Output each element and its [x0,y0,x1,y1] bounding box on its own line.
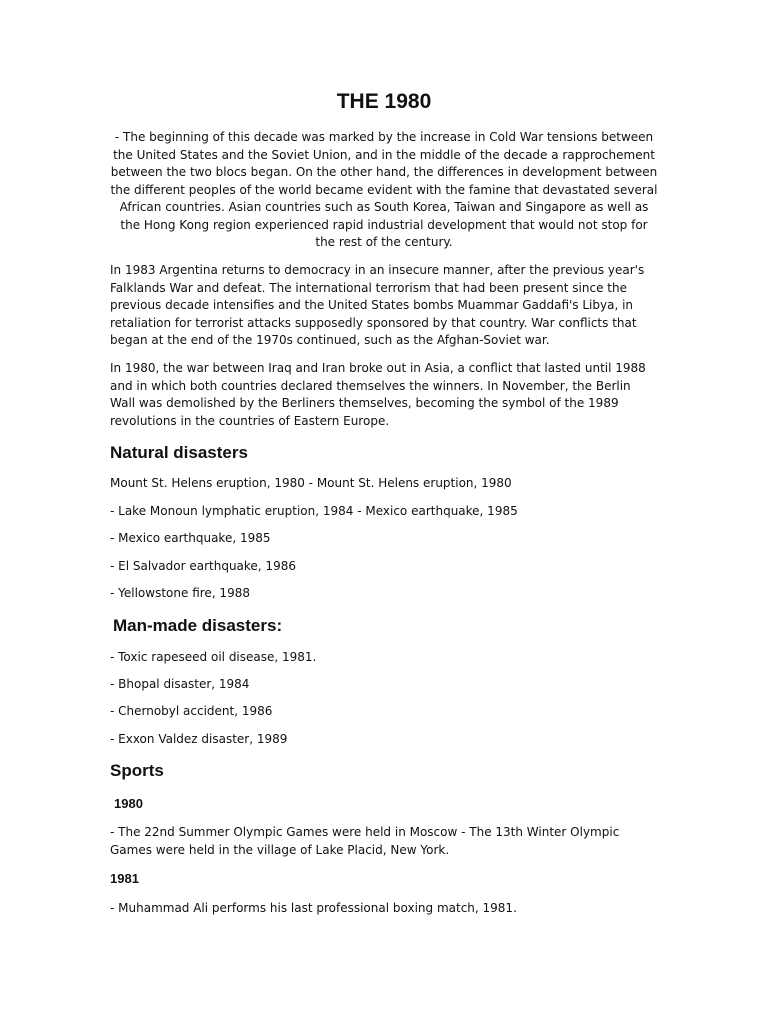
sports-1980-text: - The 22nd Summer Olympic Games were held in Moscow - The 13th Winter Olympic Games were held in the village of Lake Placid, New York. [110,825,620,857]
man-made-disasters-heading: Man-made disasters: [113,616,283,635]
sports-heading: Sports [110,761,164,780]
natural-disaster-item: - Lake Monoun lymphatic eruption, 1984 - Mexico earthquake, 1985 [110,504,518,518]
natural-disaster-item: Mount St. Helens eruption, 1980 - Mount St. Helens eruption, 1980 [110,476,512,490]
sports-year-1981: 1981 [110,871,139,886]
man-made-disaster-item: - Toxic rapeseed oil disease, 1981. [110,650,317,664]
page-title: THE 1980 [336,90,432,113]
paragraph-iraq-iran: In 1980, the war between Iraq and Iran broke out in Asia, a conflict that lasted until 1988 and in which both countries declared themselves the winners. In November, the Berlin Wall was demolished by the Berliners themselves, becoming the symbol of the 1989 revolutions in the countries of Eastern Europe. [110,361,646,428]
paragraph-argentina: In 1983 Argentina returns to democracy in an insecure manner, after the previous year's Falklands War and defeat. The international terrorism that had been present since the previous decade intensifies and the United States bombs Muammar Gaddafi's Libya, in retaliation for terrorist attacks supposedly sponsored by that country. War conflicts that began at the end of the 1970s continued, such as the Afghan-Soviet war. [110,263,645,347]
natural-disaster-item: - Yellowstone fire, 1988 [110,586,250,600]
intro-paragraph: - The beginning of this decade was marked by the increase in Cold War tensions between the United States and the Soviet Union, and in the middle of the decade a rapprochement between the two blocs began. On the other hand, the differences in development between the different peoples of the world became evident with the famine that devastated several African countries. Asian countries such as South Korea, Taiwan and Singapore as well as the Hong Kong region experienced rapid industrial development that would not stop for the rest of the century. [110,130,658,249]
natural-disaster-item: - Mexico earthquake, 1985 [110,531,271,545]
man-made-disaster-item: - Chernobyl accident, 1986 [110,704,273,718]
sports-1981-text: - Muhammad Ali performs his last professional boxing match, 1981. [110,901,517,915]
man-made-disaster-item: - Exxon Valdez disaster, 1989 [110,732,288,746]
natural-disasters-heading: Natural disasters [110,443,248,462]
sports-year-1980: 1980 [114,796,143,811]
man-made-disaster-item: - Bhopal disaster, 1984 [110,677,250,691]
natural-disaster-item: - El Salvador earthquake, 1986 [110,559,296,573]
